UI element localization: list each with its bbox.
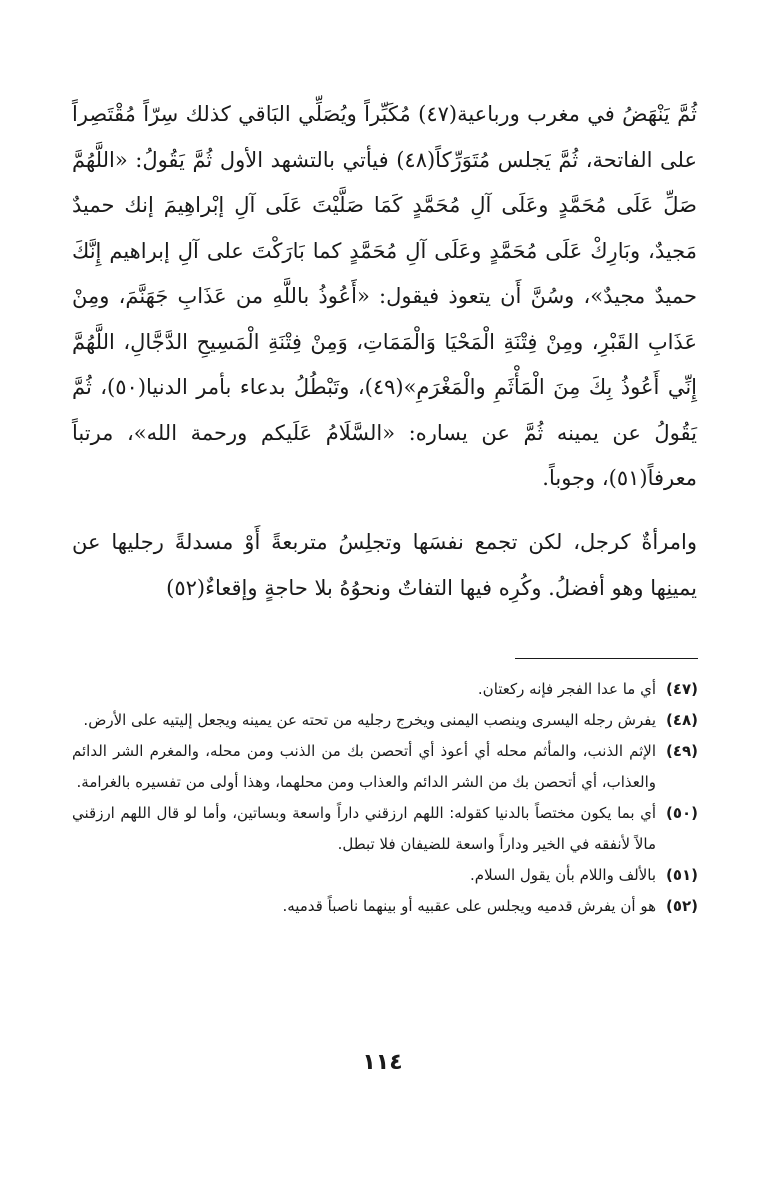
footnote-51 [72, 860, 698, 891]
footnote-number: (٥٢) [665, 897, 698, 915]
footnote-number: (٥٠) [665, 804, 698, 822]
footnote-text: يفرش رجله اليسرى وينصب اليمنى ويخرج رجليه من تحته عن يمينه ويجعل إليتيه على الأرض. [83, 711, 656, 729]
footnote-text: أي بما يكون مختصاً بالدنيا كقوله: اللهم ارزقني داراً واسعة وبساتين، وأما لو قال اللهم ارزقني مالاً لأنفقه في الخير وداراً واسعة للضيفان فلا تبطل. [72, 804, 656, 853]
main-paragraph-2: وامرأةٌ كرجل، لكن تجمع نفسَها وتجلِسُ متربعةً أَوْ مسدلةً رجليها عن يمينِها وهو أفضلُ. وكُرِه فيها التفاتٌ ونحوُهُ بلا حاجةٍ وإقعاءٌ(٥٢) [72, 530, 697, 600]
main-paragraph-1: ثُمَّ يَنْهَضُ في مغرب ورباعية(٤٧) مُكَبِّراً ويُصَلِّي البَاقي كذلك سِرّاً مُقْتَصِراً على الفاتحة، ثُمَّ يَجلس مُتَوَرِّكاً(٤٨) فيأتي بالتشهد الأول ثُمَّ يَقُولُ: «اللَّهُمَّ صَلِّ عَلَى مُحَمَّدٍ وعَلَى آلِ مُحَمَّدٍ كَمَا صَلَّيْتَ عَلَى آلِ إبْراهِيمَ إنك حميدٌ مَجيدٌ، وبَارِكْ عَلَى مُحَمَّدٍ وعَلَى آلِ مُحَمَّدٍ كما بَارَكْتَ على آلِ إبراهيم إِنَّكَ حميدٌ مجيدٌ»، وسُنَّ أَن يتعوذ فيقول: «أَعُوذُ باللَّهِ من عَذَابِ جَهَنَّمَ، ومِنْ عَذَابِ القَبْرِ، ومِنْ فِتْنَةِ الْمَحْيَا وَالْمَمَاتِ، وَمِنْ فِتْنَةِ الْمَسِيحِ الدَّجَّالِ، اللَّهُمَّ إِنِّي أَعُوذُ بِكَ مِنَ الْمَأْثَمِ والْمَغْرَمِ»(٤٩)، وتَبْطُلُ بدعاء بأمر الدنيا(٥٠)، ثُمَّ يَقُولُ عن يمينه ثُمَّ عن يساره: «السَّلَامُ عَلَيكم ورحمة الله»، مرتباً معرفاً(٥١)، وجوباً. [72, 102, 698, 490]
footnote-49 [72, 736, 698, 798]
footnote-number: (٤٩) [665, 742, 698, 760]
footnote-separator [515, 658, 698, 659]
footnote-text: أي ما عدا الفجر فإنه ركعتان. [477, 680, 656, 698]
footnote-50 [72, 798, 698, 860]
footnote-number: (٤٨) [665, 711, 698, 729]
footnote-48 [72, 705, 698, 736]
footnote-number: (٤٧) [665, 680, 698, 698]
footnote-52 [72, 891, 698, 922]
footnote-47 [72, 674, 698, 705]
footnote-text: بالألف واللام بأن يقول السلام. [470, 866, 656, 884]
page-number: ١١٤ [362, 1050, 403, 1075]
footnotes-list [72, 674, 698, 922]
footnote-text: الإثم الذنب، والمأثم محله أي أعوذ أي أتحصن بك من الذنب ومن محله، والمغرم الشر الدائم والعذاب، أي أتحصن بك من الشر الدائم والعذاب ومن محلهما، وهذا أولى من تفسيره بالغرامة. [72, 742, 656, 791]
footnote-number: (٥١) [665, 866, 698, 884]
footnote-text: هو أن يفرش قدميه ويجلس على عقبيه أو بينهما ناصباً قدميه. [282, 897, 656, 915]
